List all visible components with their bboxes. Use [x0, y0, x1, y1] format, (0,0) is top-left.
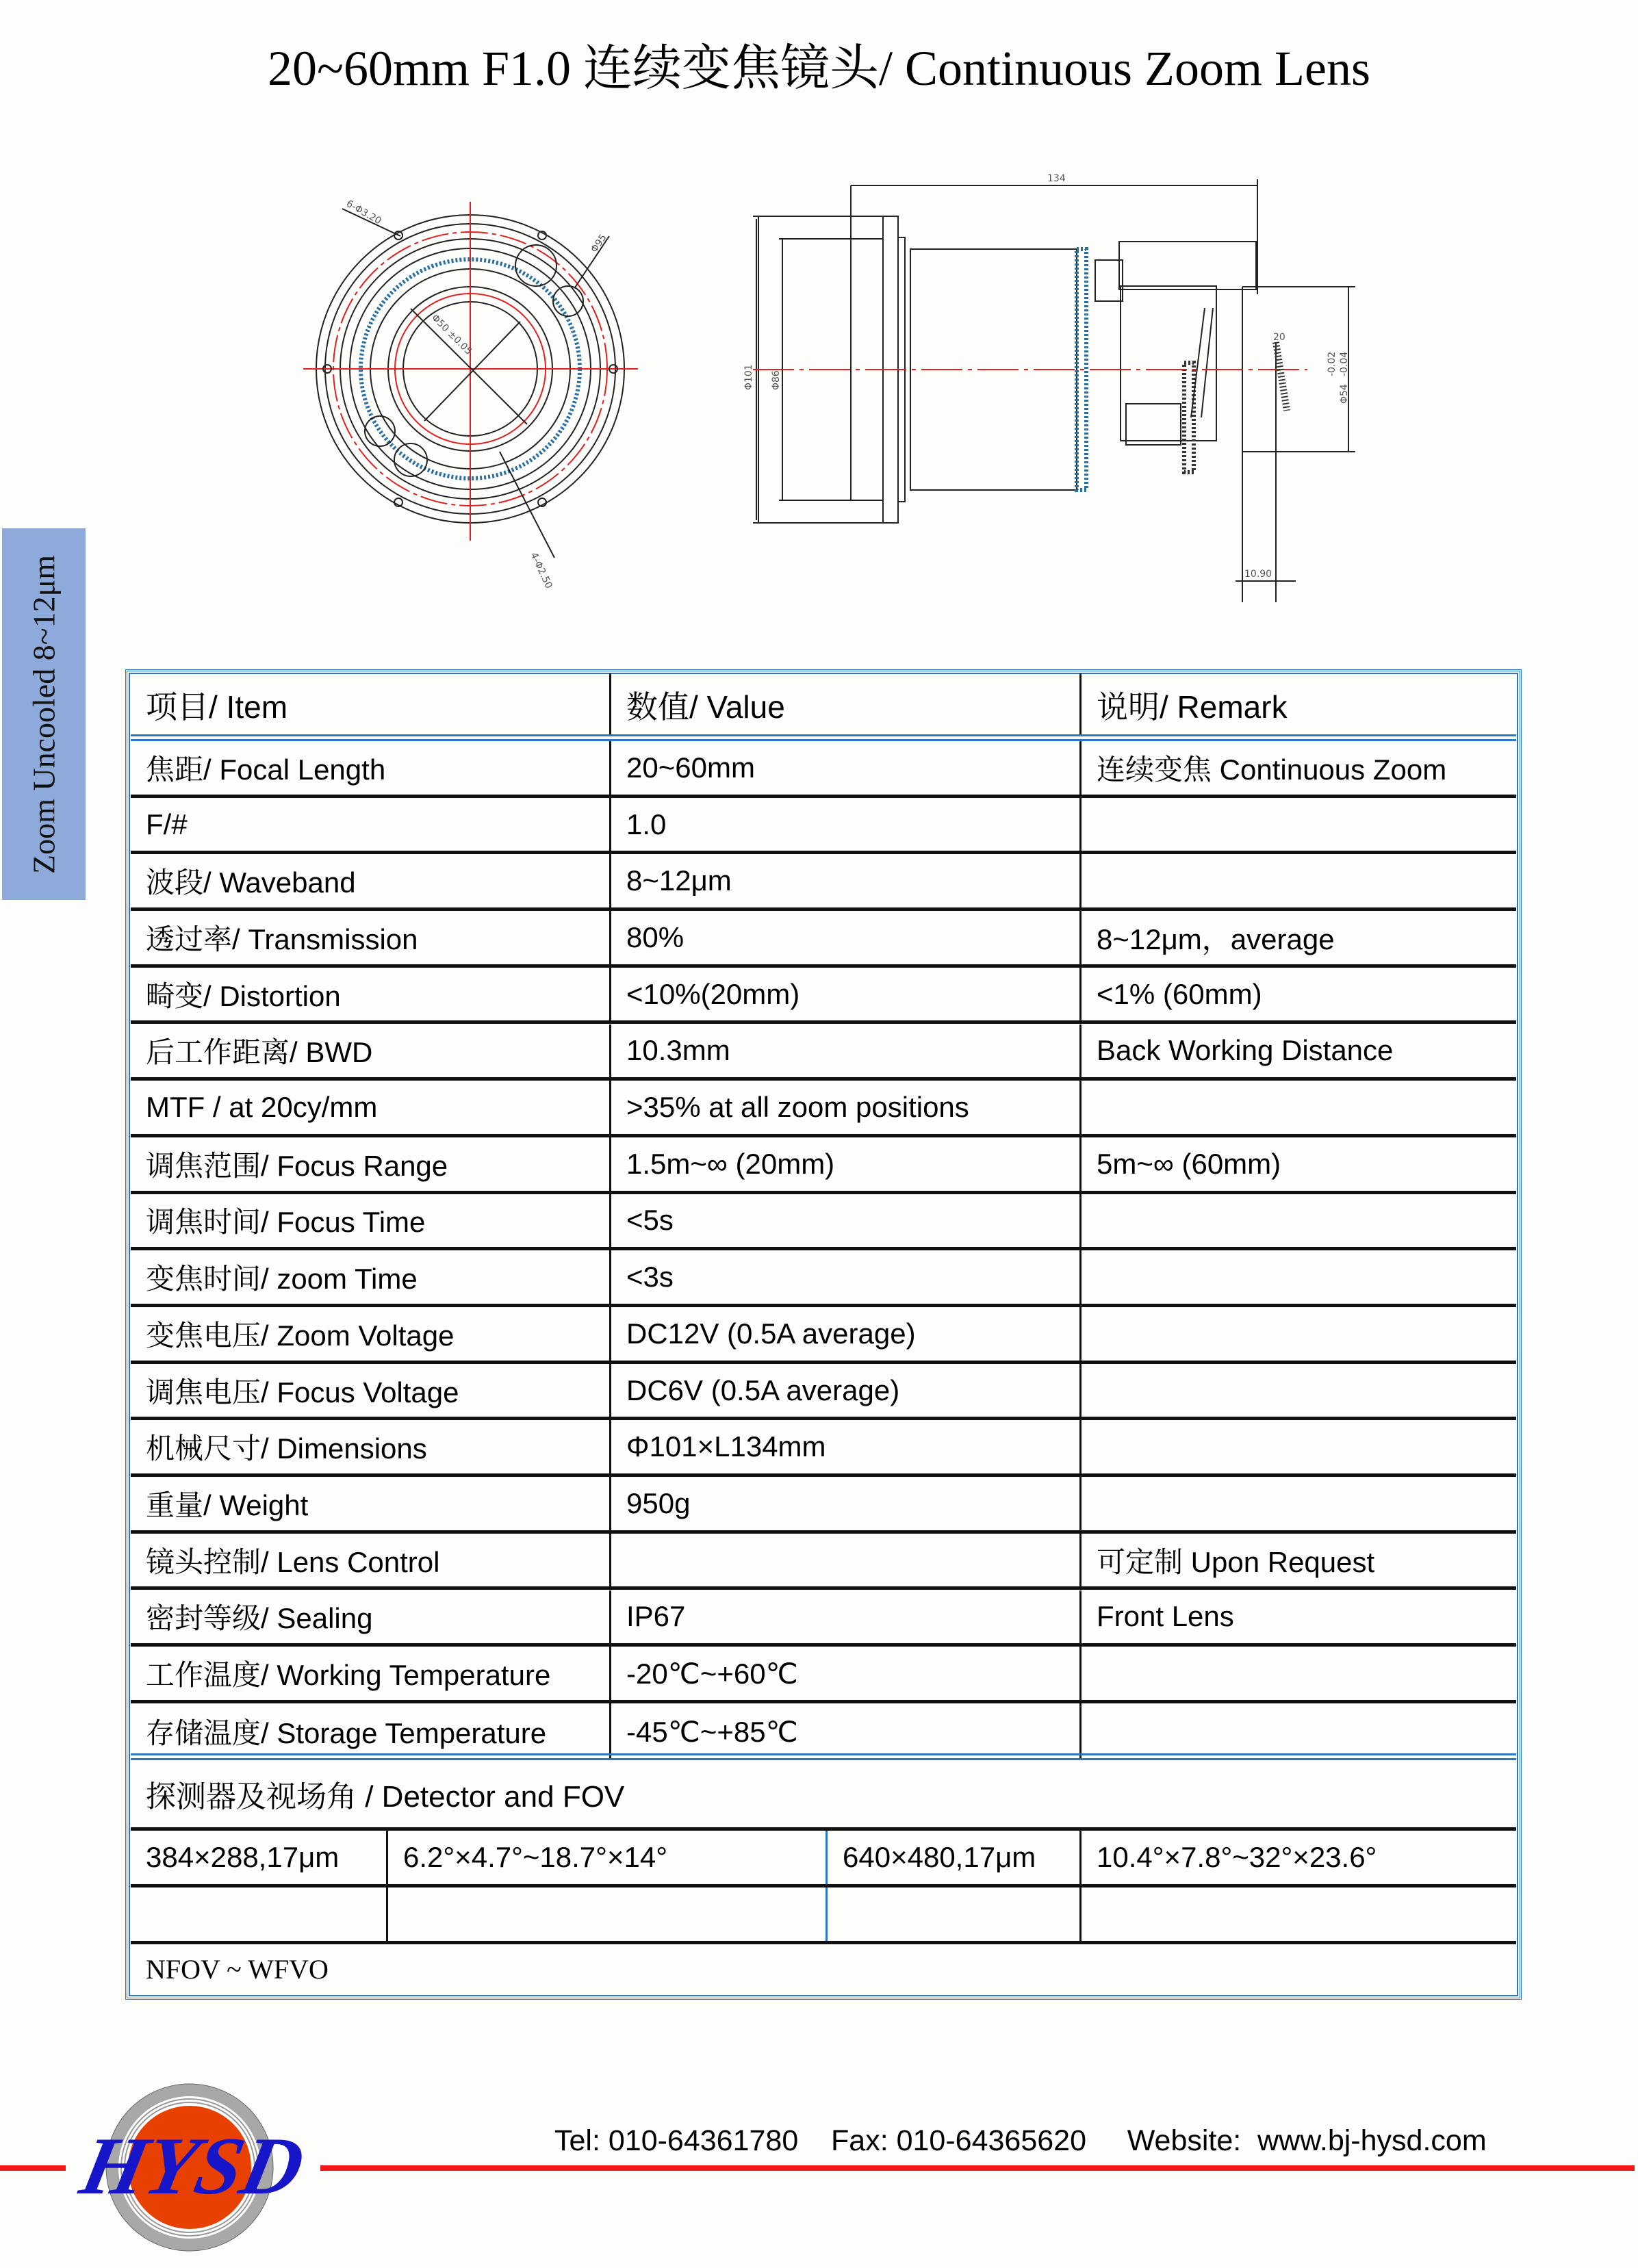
table-row [131, 1477, 1516, 1534]
spec-remark [1082, 1250, 1516, 1304]
spec-remark [1082, 1703, 1516, 1760]
spec-remark [1082, 1081, 1516, 1134]
spec-item: MTF / at 20cy/mm [131, 1081, 611, 1134]
spec-item: 后工作距离/ BWD [131, 1025, 611, 1078]
spec-remark: Back Working Distance [1097, 1034, 1394, 1067]
spec-value: 10.3mm [611, 1025, 1082, 1078]
spec-value: Φ101×L134mm [611, 1420, 1082, 1473]
spec-item: 调焦范围/ Focus Range [131, 1137, 611, 1191]
side-view-labels [743, 173, 1350, 580]
logo-text: HYSD [73, 2121, 312, 2212]
header-remark: 说明/ Remark [1097, 689, 1288, 725]
detector-row [131, 1831, 1516, 1887]
spec-value: IP67 [611, 1590, 1082, 1644]
detector-heading: 探测器及视场角 / Detector and FOV [146, 1780, 625, 1814]
dim-label: Φ101 [743, 364, 754, 390]
detector-res-2: 640×480,17μm [828, 1831, 1082, 1884]
spec-remark [1082, 1194, 1516, 1248]
table-row [131, 1081, 1516, 1137]
header-item: 项目/ Item [131, 673, 611, 736]
table-row [131, 1703, 1516, 1760]
spec-remark [1082, 854, 1516, 907]
table-row [131, 1137, 1516, 1194]
table-row [131, 911, 1516, 968]
spec-table [125, 669, 1522, 2000]
spec-value [611, 1534, 1082, 1587]
spec-remark: 可定制 Upon Request [1097, 1545, 1375, 1578]
spec-value: 80% [611, 911, 1082, 964]
dim-label: -0.04 [1339, 351, 1350, 376]
spec-value: 20~60mm [611, 741, 1082, 795]
spec-value: 1.0 [611, 798, 1082, 851]
table-row [131, 741, 1516, 798]
spec-remark: 连续变焦 Continuous Zoom [1097, 753, 1447, 786]
footer-rule-left [0, 2165, 66, 2171]
spec-item: F/# [131, 798, 611, 851]
spec-value: <3s [611, 1250, 1082, 1304]
front-view-labels [344, 198, 609, 591]
spec-remark [1082, 1477, 1516, 1530]
table-row [131, 1307, 1516, 1364]
detector-res-1: 384×288,17μm [131, 1831, 388, 1884]
spec-value: -45℃~+85℃ [611, 1703, 1082, 1760]
spec-value: 950g [611, 1477, 1082, 1530]
table-row [131, 1194, 1516, 1251]
spec-remark: 5m~∞ (60mm) [1097, 1147, 1281, 1180]
spec-remark [1082, 798, 1516, 851]
fov-note-row [131, 1944, 1516, 1994]
dim-label: Φ54 [1339, 384, 1350, 404]
dim-label: Φ50 ±0.05 [429, 312, 474, 357]
detector-fov-1: 6.2°×4.7°~18.7°×14° [388, 1831, 828, 1884]
table-row [131, 1647, 1516, 1703]
dim-label: 4-Φ2.50 [528, 550, 554, 591]
table-row [131, 798, 1516, 855]
empty-cell [131, 1887, 388, 1941]
spec-remark [1082, 1647, 1516, 1700]
table-header-row [131, 673, 1516, 736]
detector-row-empty [131, 1887, 1516, 1944]
spec-value: >35% at all zoom positions [611, 1081, 1082, 1134]
spec-item: 波段/ Waveband [131, 854, 611, 907]
dim-label: Φ95 [589, 232, 609, 255]
spec-item: 存储温度/ Storage Temperature [131, 1703, 611, 1760]
spec-item: 机械尺寸/ Dimensions [131, 1420, 611, 1473]
table-row [131, 1025, 1516, 1081]
category-side-tab-label: Zoom Uncooled 8~12μm [26, 554, 62, 874]
spec-value: 8~12μm [611, 854, 1082, 907]
spec-value: DC12V (0.5A average) [611, 1307, 1082, 1361]
dim-label: 10.90 [1244, 569, 1272, 580]
spec-item: 调焦电压/ Focus Voltage [131, 1364, 611, 1417]
company-logo [62, 2074, 322, 2265]
dim-label: Φ86 [771, 370, 782, 390]
dim-label: 134 [1047, 173, 1066, 184]
spec-item: 透过率/ Transmission [131, 911, 611, 964]
spec-item: 密封等级/ Sealing [131, 1590, 611, 1644]
empty-cell [388, 1887, 828, 1941]
fov-note: NFOV ~ WFVO [146, 1953, 329, 1985]
spec-item: 重量/ Weight [131, 1477, 611, 1530]
table-row [131, 968, 1516, 1025]
category-side-tab [2, 528, 86, 900]
table-row [131, 1420, 1516, 1477]
page-title: 20~60mm F1.0 连续变焦镜头/ Continuous Zoom Lens [267, 41, 1370, 96]
spec-value: DC6V (0.5A average) [611, 1364, 1082, 1417]
table-row [131, 1534, 1516, 1590]
spec-item: 工作温度/ Working Temperature [131, 1647, 611, 1700]
spec-value: 1.5m~∞ (20mm) [611, 1137, 1082, 1191]
detector-fov-2: 10.4°×7.8°~32°×23.6° [1097, 1841, 1377, 1873]
spec-value: <5s [611, 1194, 1082, 1248]
table-row [131, 1250, 1516, 1307]
spec-item: 变焦时间/ zoom Time [131, 1250, 611, 1304]
table-row [131, 1590, 1516, 1647]
front-view-drawing [303, 202, 638, 558]
spec-item: 调焦时间/ Focus Time [131, 1194, 611, 1248]
spec-remark: 8~12μm，average [1097, 923, 1335, 955]
spec-item: 畸变/ Distortion [131, 968, 611, 1021]
dim-label: 6-Φ3.20 [344, 198, 383, 227]
dim-label: -0.02 [1327, 351, 1338, 376]
empty-cell [828, 1887, 1082, 1941]
table-row [131, 854, 1516, 911]
footer-rule-right [320, 2165, 1635, 2171]
spec-item: 焦距/ Focal Length [131, 741, 611, 795]
spec-value: <10%(20mm) [611, 968, 1082, 1021]
spec-value: -20℃~+60℃ [611, 1647, 1082, 1700]
footer-contact: Tel: 010-64361780 Fax: 010-64365620 Website: www.bj-hysd.com [554, 2124, 1487, 2157]
spec-item: 镜头控制/ Lens Control [131, 1534, 611, 1587]
spec-remark [1082, 1364, 1516, 1417]
empty-cell [1082, 1887, 1516, 1941]
spec-remark: <1% (60mm) [1097, 977, 1262, 1010]
side-view-drawing [753, 179, 1355, 602]
spec-item: 变焦电压/ Zoom Voltage [131, 1307, 611, 1361]
detector-heading-row [131, 1760, 1516, 1831]
spec-remark: Front Lens [1097, 1600, 1234, 1633]
spec-remark [1082, 1420, 1516, 1473]
header-value: 数值/ Value [611, 673, 1082, 736]
table-row [131, 1364, 1516, 1421]
lens-drawings [274, 157, 1383, 602]
dim-label: 20 [1273, 332, 1285, 343]
spec-remark [1082, 1307, 1516, 1361]
